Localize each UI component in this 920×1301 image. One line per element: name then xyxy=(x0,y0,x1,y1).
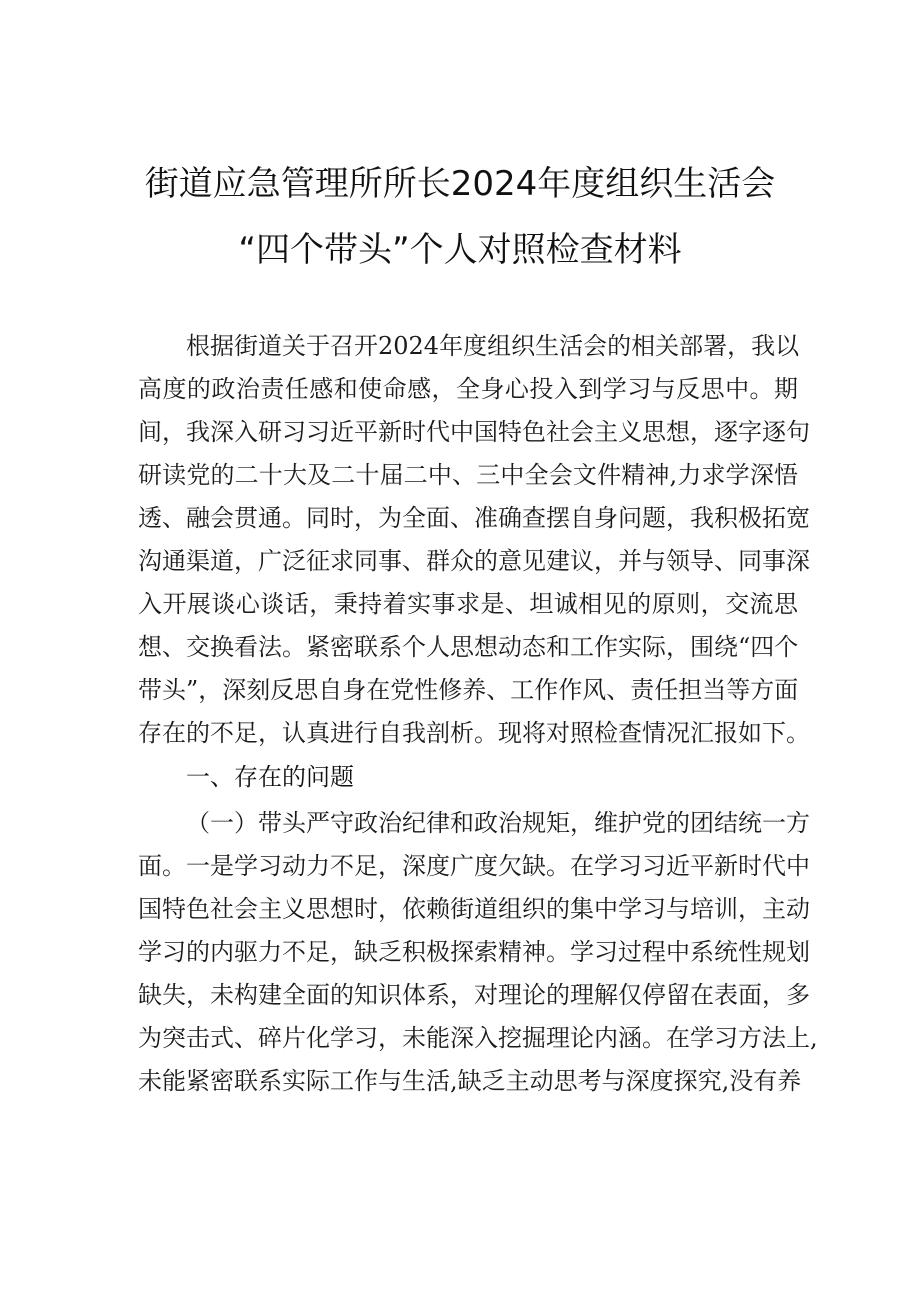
intro-line-6: 沟通渠道，广泛征求同事、群众的意见建议，并与领导、同事深 xyxy=(138,547,810,575)
intro-line-10: 存在的不足，认真进行自我剖析。现将对照检查情况汇报如下。 xyxy=(138,719,810,747)
intro-line-3: 间，我深入研习习近平新时代中国特色社会主义思想，逐字逐句 xyxy=(138,418,810,446)
section-line-1: （一）带头严守政治纪律和政治规矩，维护党的团结统一方 xyxy=(186,809,810,837)
section-line-6: 为突击式、碎片化学习，未能深入挖掘理论内涵。在学习方法上, xyxy=(138,1024,818,1052)
intro-line-8: 想、交换看法。紧密联系个人思想动态和工作实际，围绕“四个 xyxy=(138,633,799,661)
section-line-5: 缺失，未构建全面的知识体系，对理论的理解仅停留在表面，多 xyxy=(138,981,810,1009)
section-heading: 一、存在的问题 xyxy=(186,763,354,791)
document-title-line-2: “四个带头”个人对照检查材料 xyxy=(238,230,682,270)
intro-line-7: 入开展谈心谈话，秉持着实事求是、坦诚相见的原则，交流思 xyxy=(138,590,798,618)
document-title-line-1: 街道应急管理所所长2024年度组织生活会 xyxy=(144,164,776,204)
section-line-7: 未能紧密联系实际工作与生活,缺乏主动思考与深度探究,没有养 xyxy=(138,1067,802,1095)
section-line-3: 国特色社会主义思想时，依赖街道组织的集中学习与培训，主动 xyxy=(138,895,810,923)
intro-line-1: 根据街道关于召开2024年度组织生活会的相关部署，我以 xyxy=(186,332,800,360)
section-line-4: 学习的内驱力不足，缺乏积极探索精神。学习过程中系统性规划 xyxy=(138,938,810,966)
intro-line-9: 带头”，深刻反思自身在党性修养、工作作风、责任担当等方面 xyxy=(138,676,799,704)
intro-line-5: 透、融会贯通。同时，为全面、准确查摆自身问题，我积极拓宽 xyxy=(138,504,810,532)
intro-line-4: 研读党的二十大及二十届二中、三中全会文件精神,力求学深悟 xyxy=(138,461,798,489)
intro-line-2: 高度的政治责任感和使命感，全身心投入到学习与反思中。期 xyxy=(138,375,798,403)
section-line-2: 面。一是学习动力不足，深度广度欠缺。在学习习近平新时代中 xyxy=(138,852,810,880)
